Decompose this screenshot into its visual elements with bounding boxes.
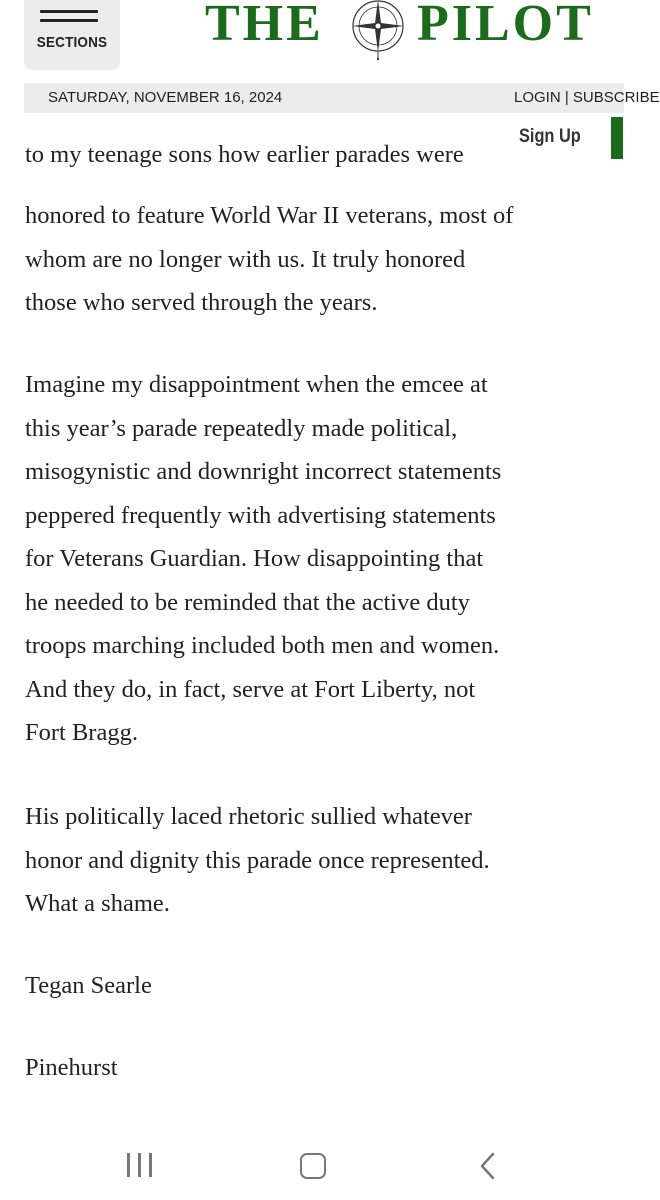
text-line: Imagine my disappointment when the emcee at [25, 371, 488, 398]
system-navigation-bar [0, 1130, 620, 1200]
text-line: this year’s parade repeatedly made political, [25, 414, 458, 442]
text-line: misogynistic and downright incorrect statements [25, 458, 502, 485]
text-line: whom are no longer with us. It truly honored [25, 245, 466, 273]
compass-icon [338, 0, 418, 60]
site-logo[interactable] [205, 0, 625, 52]
text-line: honored to feature World War II veterans, most of [25, 202, 514, 229]
logo-text-left: THE [205, 0, 324, 52]
text-line: troops marching included both men and women. [25, 632, 500, 659]
location-text: Pinehurst [25, 1054, 118, 1081]
paragraph-1 [25, 194, 615, 325]
login-subscribe-link[interactable]: LOGIN | SUBSCRIBE [514, 89, 660, 106]
back-icon[interactable] [478, 1152, 498, 1180]
sections-label: SECTIONS [36, 34, 108, 51]
partial-line [25, 141, 615, 185]
hamburger-icon [40, 10, 98, 28]
paragraph-2 [25, 363, 615, 755]
sections-menu-button[interactable] [24, 0, 120, 70]
current-date: SATURDAY, NOVEMBER 16, 2024 [48, 89, 283, 106]
text-line: What a shame. [25, 890, 170, 917]
text-line: honor and dignity this parade once represented. [25, 846, 490, 874]
recents-icon[interactable] [127, 1153, 153, 1177]
text-line: And they do, in fact, serve at Fort Liberty, not [25, 675, 476, 703]
author-location [25, 1046, 615, 1090]
text-line: peppered frequently with advertising statements [25, 501, 496, 529]
partial-line-text: to my teenage sons how earlier parades were [25, 141, 464, 168]
text-line: Fort Bragg. [25, 719, 138, 746]
author-text: Tegan Searle [25, 972, 152, 999]
signup-button[interactable]: Sign Up [519, 126, 581, 147]
home-icon[interactable] [300, 1153, 326, 1179]
logo-text-right: PILOT [417, 0, 594, 52]
text-line: His politically laced rhetoric sullied whatever [25, 803, 472, 830]
text-line: those who served through the years. [25, 289, 378, 316]
text-line: for Veterans Guardian. How disappointing that [25, 545, 484, 572]
paragraph-3 [25, 795, 615, 926]
date-bar [24, 83, 660, 113]
text-line: he needed to be reminded that the active duty [25, 588, 470, 616]
author-name [25, 964, 615, 1008]
